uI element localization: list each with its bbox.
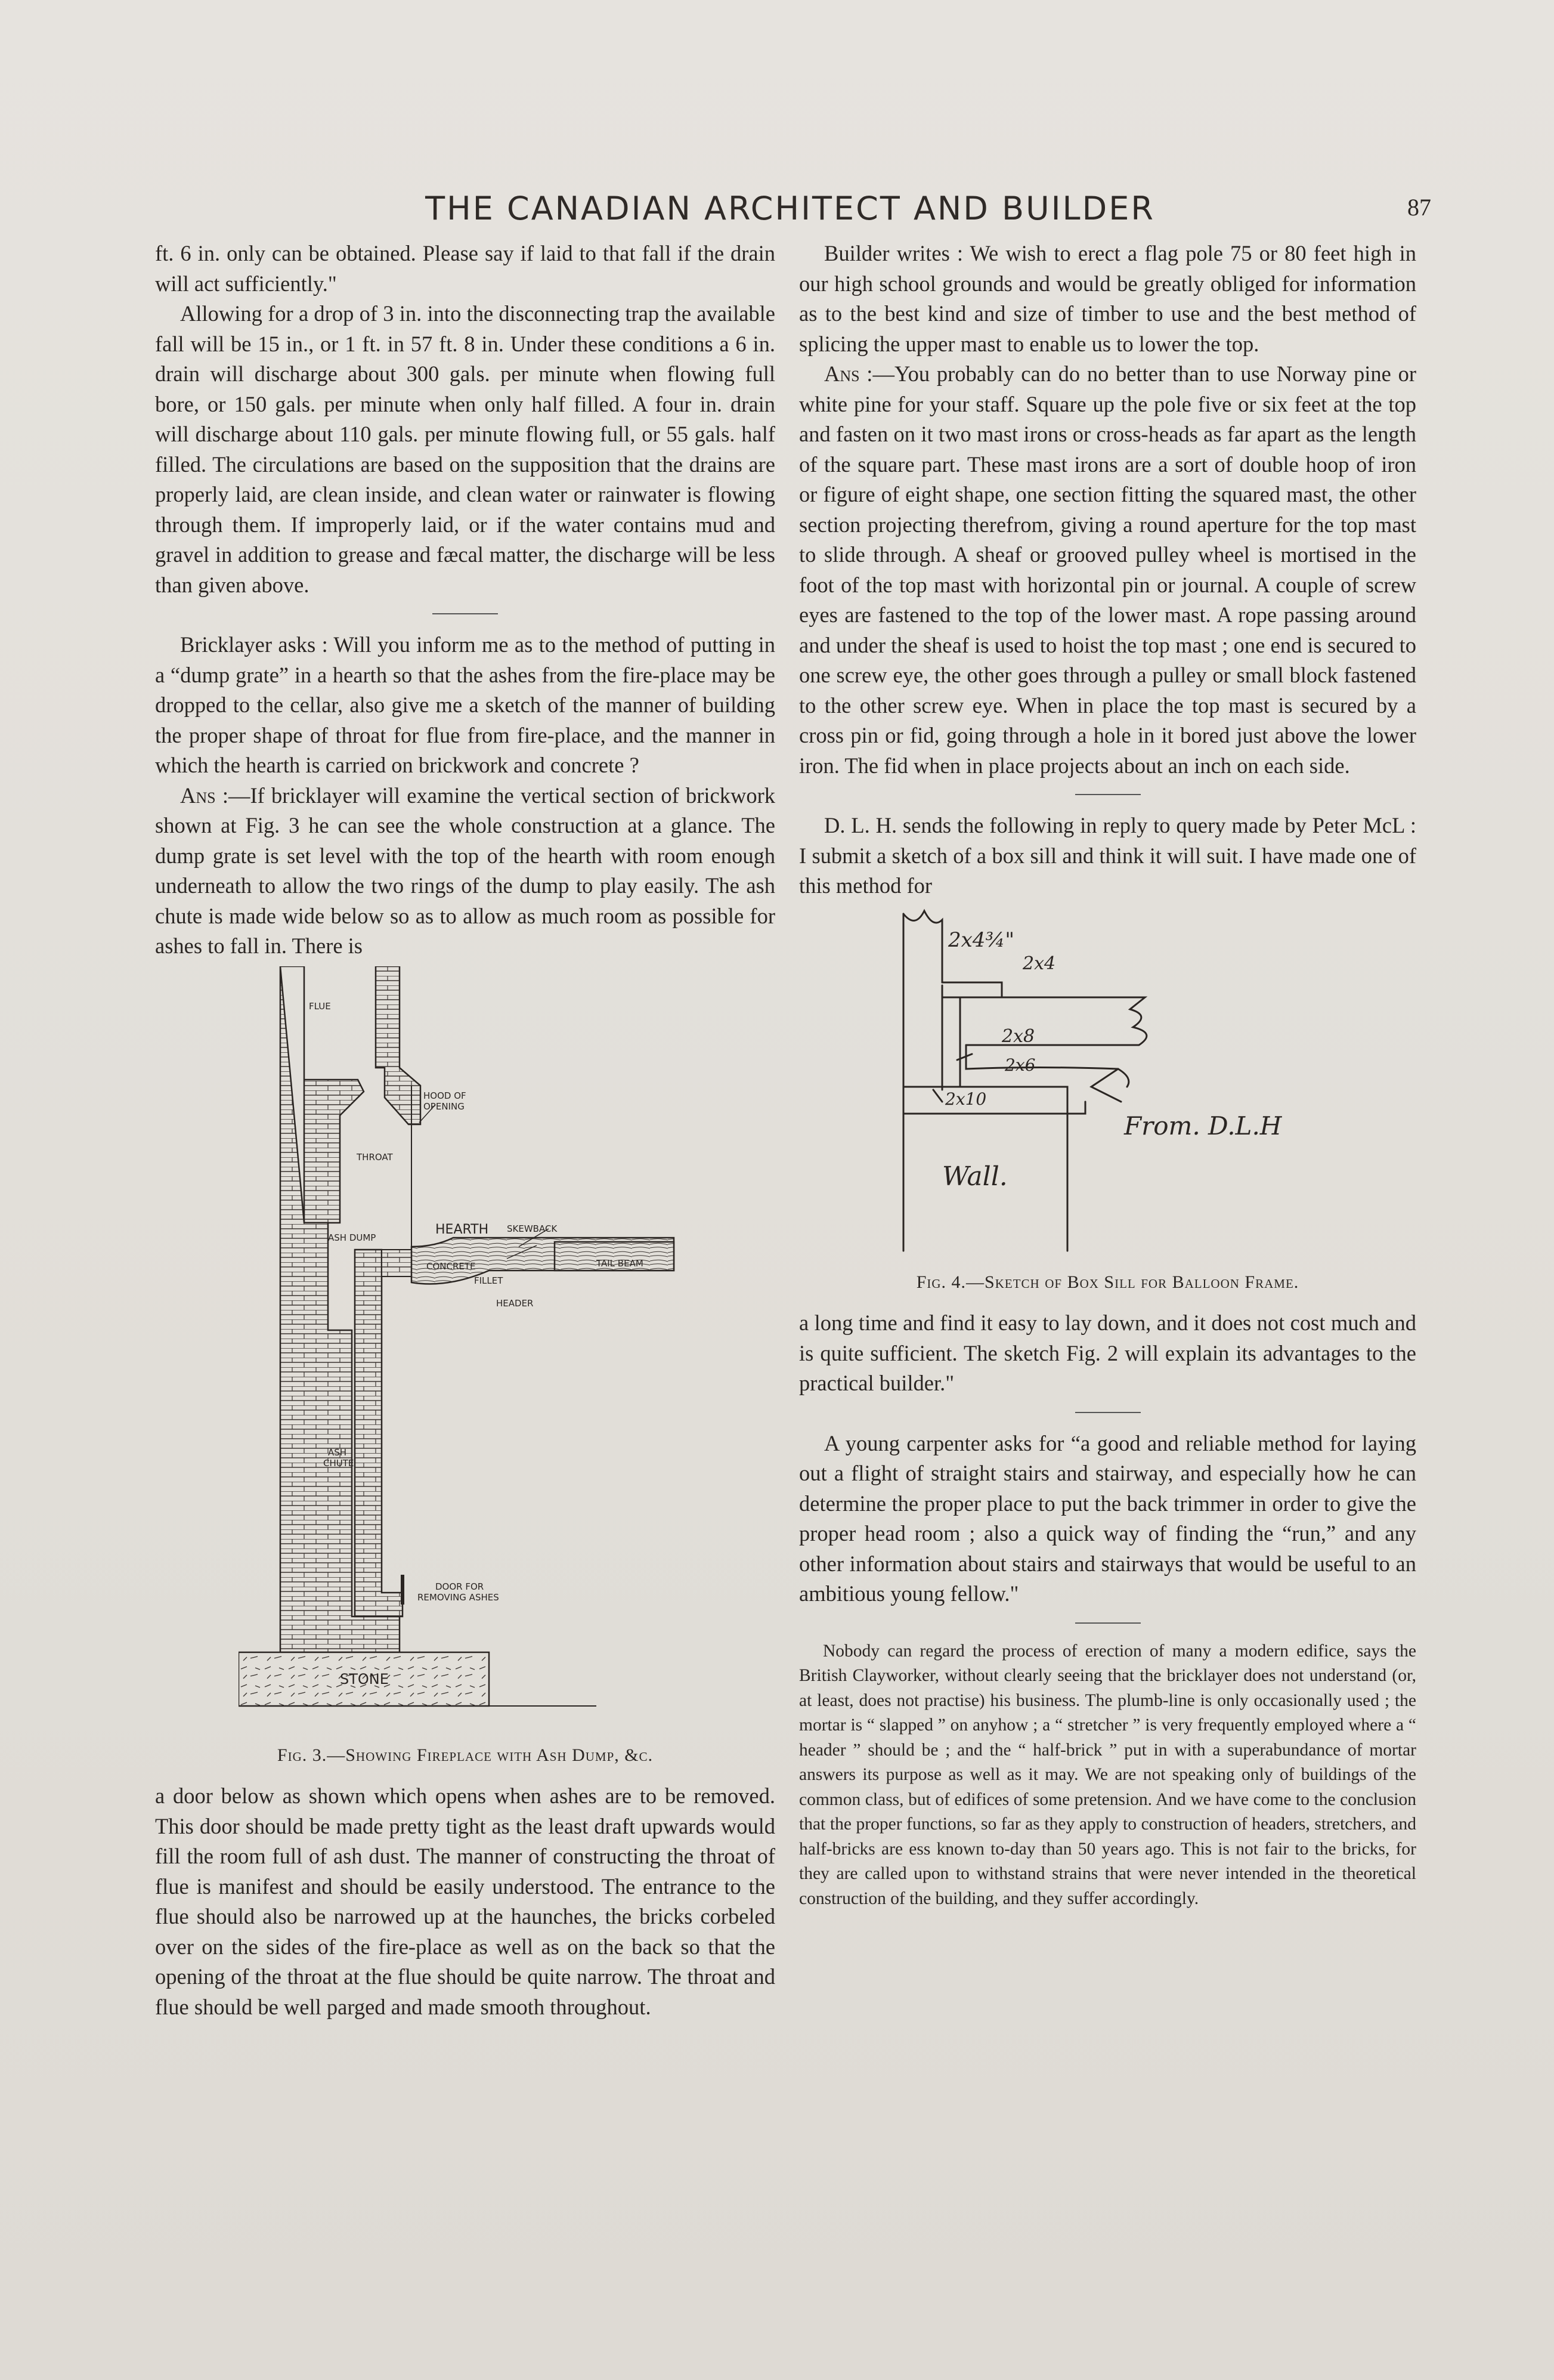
divider: [432, 613, 498, 614]
caption-text: —Sketch of Box Sill for Balloon Frame.: [966, 1272, 1299, 1292]
paragraph: [799, 359, 1416, 781]
paragraph: a long time and find it easy to lay down, and it does not cost much and is quite sufficient. The sketch Fig. 2 will explain its advantages to the practical builder.": [799, 1310, 1416, 1395]
paragraph: [155, 781, 775, 962]
figure-4-box-sill-sketch: [799, 905, 1395, 1263]
answer-text: —You probably can do no better than to use Norway pine or white pine for your staff. Square up the pole five or six feet at the top and fasten on it two mast irons or cross-heads as far apart as the length of the square part. These mast irons are a sort of double hoop of iron or figure of eight shape, one section fitting the squared mast, the other section projecting therefrom, giving a round aperture for the top mast to slide through. A sheaf or grooved pulley wheel is mortised in the foot of the top mast with horizontal pin or journal. A couple of screw eyes are fastened to the top of the lower mast. A rope passing around and under the sheaf is used to hoist the top mast ; one end is secured to one screw eye, the other goes through a pulley or small block fastened to the other screw eye. When in place the top mast is secured by a cross pin or fid, going through a hole in it bored just above the lower iron. The fid when in place projects about an inch on each side.: [799, 361, 1416, 778]
fig4-label-from-dlh: From. D.L.H: [1124, 1111, 1282, 1140]
paragraph: Bricklayer asks : Will you inform me as to the method of putting in a “dump grate” in a hearth so that the ashes from the fire-place may be dropped to the cellar, also give me a sketch of the manner of building the proper shape of throat for flue from fire-place, and the manner in which the hearth is carried on brickwork and concrete ?: [155, 632, 775, 777]
right-column: [799, 239, 1416, 1911]
fig4-label-wall: Wall.: [942, 1161, 1008, 1192]
page-number: 87: [1407, 194, 1431, 221]
figure-3-fireplace-section: [239, 966, 716, 1736]
fig3-label-hood: HOOD OF: [423, 1090, 466, 1101]
fig3-label-tail-beam: TAIL BEAM: [596, 1257, 643, 1269]
answer-label: Ans :: [180, 783, 228, 808]
paragraph: D. L. H. sends the following in reply to query made by Peter McL : I submit a sketch of a box sill and think it will suit. I have made one of this method for: [799, 813, 1416, 898]
running-header: [149, 190, 1431, 243]
fig3-label-flue: FLUE: [309, 1000, 331, 1012]
divider: [1075, 1622, 1141, 1624]
caption-prefix: Fig. 3.: [277, 1745, 327, 1765]
paragraph: ft. 6 in. only can be obtained. Please say if laid to that fall if the drain will act sufficiently.": [155, 241, 775, 296]
journal-title: THE CANADIAN ARCHITECT AND BUILDER: [425, 190, 1155, 227]
fig4-label-2x10: 2x10: [945, 1089, 987, 1109]
fig3-label-fillet: FILLET: [474, 1275, 503, 1286]
fig3-label-concrete: CONCRETE: [426, 1260, 476, 1272]
paragraph: Nobody can regard the process of erection of many a modern edifice, says the British Clayworker, without clearly seeing that the bricklayer does not understand (or, at least, does not practise) his business. The plumb-line is only occasionally used ; the mortar is “ slapped ” on anyhow ; a “ stretcher ” is very frequently employed where a “ header ” should be ; and the “ half-brick ” put in with a superabundance of mortar answers its purpose as well as it may. We are not speaking only of buildings of the common class, but of edifices of some pretension. And we have come to the conclusion that the proper functions, so far as they apply to construction of headers, stretchers, and half-bricks are ess known to-day than 50 years ago. This is not fair to the bricks, for they are called upon to withstand strains that were never intended in the theoretical construction of the building, and they suffer accordingly.: [799, 1641, 1416, 1908]
figure-3-caption: [155, 1741, 775, 1771]
fig3-label-removing-ashes: REMOVING ASHES: [417, 1591, 499, 1603]
paragraph: Builder writes : We wish to erect a flag pole 75 or 80 feet high in our high school grounds and would be greatly obliged for information as to the best kind and size of timber to use and the best method of splicing the upper mast to enable us to lower the top.: [799, 241, 1416, 356]
figure-4-caption: [799, 1268, 1416, 1298]
clayworker-excerpt: [799, 1639, 1416, 1912]
caption-prefix: Fig. 4.: [916, 1272, 967, 1292]
paragraph: a door below as shown which opens when ashes are to be removed. This door should be made pretty tight as the least draft upwards would fill the room full of ash dust. The manner of constructing the throat of flue is manifest and should be easily understood. The entrance to the flue should also be narrowed up at the haunches, the bricks corbeled over on the sides of the fire-place as well as on the back so that the opening of the throat at the flue should be quite narrow. The throat and flue should be well parged and made smooth throughout.: [155, 1784, 775, 2019]
fig4-label-2x4: 2x4: [1023, 953, 1056, 974]
fig4-label-2x4-3-4: 2x4¾": [948, 928, 1015, 952]
fig3-label-chute: CHUTE: [323, 1457, 354, 1469]
paragraph: A young carpenter asks for “a good and reliable method for laying out a flight of straight stairs and stairway, and especially how he can determine the proper place to put the back trimmer in order to give the proper head room ; also a quick way of finding the “run,” and any other information about stairs and stairways that would be useful to an ambitious young fellow.": [799, 1430, 1416, 1606]
fig4-label-2x8: 2x8: [1002, 1025, 1035, 1047]
fig3-label-skewback: SKEWBACK: [507, 1223, 558, 1234]
divider: [1075, 794, 1141, 795]
fig3-label-hearth: HEARTH: [435, 1222, 489, 1237]
left-column: [155, 239, 775, 2022]
fig3-label-ash-dump: ASH DUMP: [328, 1232, 376, 1243]
paragraph: Allowing for a drop of 3 in. into the disconnecting trap the available fall will be 15 in., or 1 ft. in 57 ft. 8 in. Under these conditions a 6 in. drain will discharge about 300 gals. per minute when flowing full bore, or 150 gals. per minute when only half filled. A four in. drain will discharge about 110 gals. per minute flowing full, or 55 gals. half filled. The circulations are based on the supposition that the drains are properly laid, are clean inside, and clean water or rainwater is flowing through them. If improperly laid, or if the water contains mud and gravel in addition to grease and fæcal matter, the discharge will be less than given above.: [155, 301, 775, 597]
fig3-label-opening: OPENING: [423, 1101, 465, 1112]
fig3-label-stone: STONE: [340, 1670, 389, 1687]
answer-text: —If bricklayer will examine the vertical section of brickwork shown at Fig. 3 he can see the whole construction at a glance. The dump grate is set level with the top of the hearth with room enough underneath to allow the two rings of the dump to play easily. The ash chute is made wide below so as to allow as much room as possible for ashes to fall in. There is: [155, 783, 775, 958]
fig3-label-door-for: DOOR FOR: [435, 1581, 484, 1592]
fig3-label-header: HEADER: [496, 1297, 534, 1309]
caption-text: —Showing Fireplace with Ash Dump, &c.: [327, 1745, 654, 1765]
fig3-label-ash: ASH: [328, 1446, 347, 1458]
answer-label: Ans :: [824, 361, 873, 386]
divider: [1075, 1412, 1141, 1413]
fig4-label-2x6: 2x6: [1005, 1055, 1036, 1075]
fig3-label-throat: THROAT: [357, 1151, 393, 1163]
